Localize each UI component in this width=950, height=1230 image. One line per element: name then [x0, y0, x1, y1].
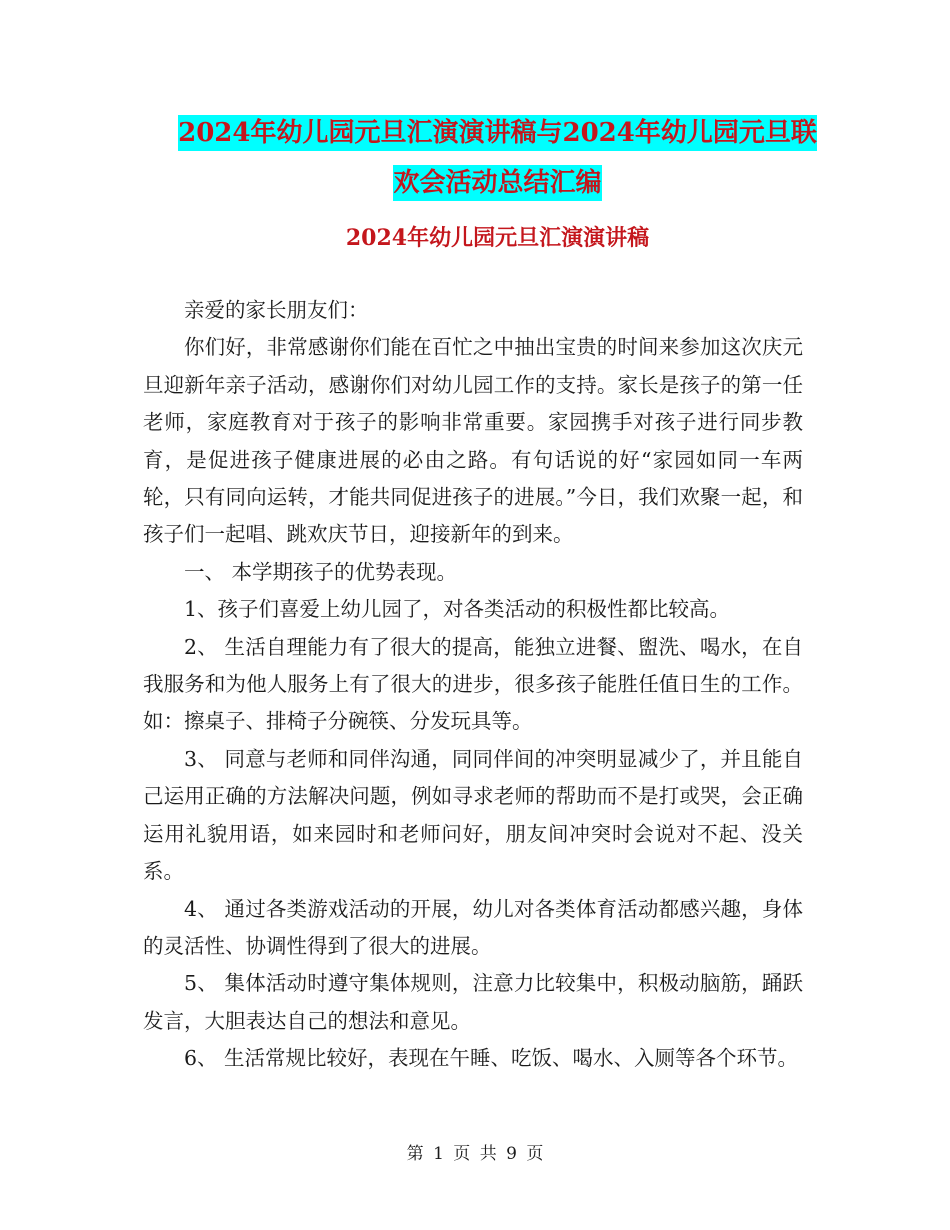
- document-title-line-2: 欢会活动总结汇编: [393, 165, 601, 201]
- document-body: [143, 292, 803, 1078]
- document-title: [140, 108, 855, 208]
- list-item-4: 4、 通过各类游戏活动的开展，幼儿对各类体育活动都感兴趣，身体的灵活性、协调性得到了很大的进展。: [143, 896, 803, 958]
- list-item-3: 3、 同意与老师和同伴沟通，同同伴间的冲突明显减少了，并且能自己运用正确的方法解决问题，例如寻求老师的帮助而不是打或哭，会正确运用礼貌用语，如来园时和老师问好，朋友间冲突时会说对不起、没关系。: [143, 746, 803, 884]
- list-item-2: 2、 生活自理能力有了很大的提高，能独立进餐、盥洗、喝水，在自我服务和为他人服务上有了很大的进步，很多孩子能胜任值日生的工作。如：擦桌子、排椅子分碗筷、分发玩具等。: [143, 634, 803, 734]
- document-title-line-1: 2024年幼儿园元旦汇演演讲稿与2024年幼儿园元旦联: [178, 115, 817, 151]
- list-item-6: 6、 生活常规比较好，表现在午睡、吃饭、喝水、入厕等各个环节。: [184, 1046, 799, 1071]
- list-item-5: 5、 集体活动时遵守集体规则，注意力比较集中，积极动脑筋，踊跃发言，大胆表达自己的想法和意见。: [143, 971, 803, 1033]
- list-item-1: 1、孩子们喜爱上幼儿园了，对各类活动的积极性都比较高。: [184, 597, 731, 622]
- section-title: 2024年幼儿园元旦汇演演讲稿: [345, 225, 650, 251]
- intro-paragraph: 你们好，非常感谢你们能在百忙之中抽出宝贵的时间来参加这次庆元旦迎新年亲子活动，感谢你们对幼儿园工作的支持。家长是孩子的第一任老师，家庭教育对于孩子的影响非常重要。家园携手对孩子进行同步教育，是促进孩子健康进展的必由之路。有句话说的好“家园如同一车两轮，只有同向运转，才能共同促进孩子的进展。”今日，我们欢聚一起，和孩子们一起唱、跳欢庆节日，迎接新年的到来。: [143, 335, 803, 547]
- section-heading-paragraph: 一、 本学期孩子的优势表现。: [184, 559, 458, 584]
- page-number-footer: 第 1 页 共 9 页: [406, 1144, 544, 1164]
- salutation-paragraph: 亲爱的家长朋友们：: [184, 298, 369, 322]
